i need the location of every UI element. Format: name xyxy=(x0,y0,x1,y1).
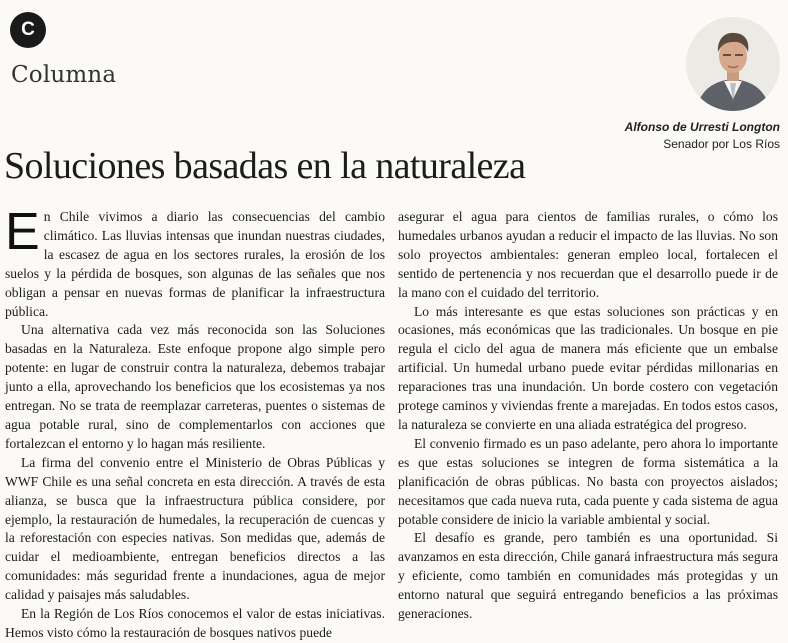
author-photo xyxy=(686,17,780,111)
article-headline: Soluciones basadas en la naturaleza xyxy=(4,145,526,187)
article-column-right xyxy=(398,208,778,624)
drop-cap: E xyxy=(5,203,40,261)
paragraph-7: El desafío es grande, pero también es una oportunidad. Si avanzamos en esta dirección, Chile ganará infraestructura más segura y eficiente, como también en comunidades más protegidas y un entorno natural que seguirá entregando beneficios a las próximas generaciones. xyxy=(398,530,778,622)
paragraph-1-text: n Chile vivimos a diario las consecuencias del cambio climático. Las lluvias intensas que inundan nuestras ciudades, la escasez de agua en los sectores rurales, la erosión de los suelos y la pérdida de bosques, son algunas de las señales que nos obligan a pensar en nuevas formas de planificar la infraestructura pública. xyxy=(5,209,385,319)
publication-logo xyxy=(10,12,46,48)
paragraph-6: El convenio firmado es un paso adelante, pero ahora lo importante es que estas soluciones se integren de forma sistemática a la planificación de obras públicas. No basta con proyectos aislados; necesitamos que cada nueva ruta, cada puente y cada sistema de agua potable considere de inicio la variable ambiental y social. xyxy=(398,435,778,527)
author-name: Alfonso de Urresti Longton xyxy=(624,120,780,134)
paragraph-4: En la Región de Los Ríos conocemos el valor de estas iniciativas. Hemos visto cómo la restauración de bosques nativos puede xyxy=(5,606,385,640)
section-title: Columna xyxy=(11,62,117,88)
paragraph-4-continued: asegurar el agua para cientos de familias rurales, o cómo los humedales urbanos ayudan a reducir el impacto de las lluvias. No son solo proyectos ambientales: generan empleo local, fortalecen el sentido de pertenencia y nos recuerdan que el desarrollo puede ir de la mano con el cuidado del territorio. xyxy=(398,209,778,300)
article-column-left xyxy=(5,203,385,643)
paragraph-3: La firma del convenio entre el Ministerio de Obras Públicas y WWF Chile es una señal concreta en esta dirección. A través de esta alianza, se busca que la infraestructura pública considere, por ejemplo, la restauración de humedales, la recuperación de cuencas y la reforestación con especies nativas. Son medidas que, además de cuidar el medioambiente, entregan beneficios directos a las comunidades: más seguridad frente a inundaciones, agua de mejor calidad y paisajes más saludables. xyxy=(5,454,385,603)
paragraph-2: Una alternativa cada vez más reconocida son las Soluciones basadas en la Naturaleza. Este enfoque propone algo simple pero potente: en lugar de construir contra la naturaleza, debemos trabajar junto a ella, aprovechando los beneficios que los ecosistemas ya nos entregan. No se trata de reemplazar carreteras, puentes o sistemas de agua potable rural, sino de complementarlos con acciones que fortalezcan el entorno y lo hagan más resiliente. xyxy=(5,322,385,451)
author-role: Senador por Los Ríos xyxy=(663,137,780,151)
author-portrait-illustration xyxy=(686,17,780,111)
logo-letter: C xyxy=(21,19,35,40)
author-byline xyxy=(625,119,780,153)
paragraph-1 xyxy=(5,203,385,321)
paragraph-5: Lo más interesante es que estas soluciones son prácticas y en ocasiones, más económicas que las tradicionales. Un bosque en pie regula el ciclo del agua de manera más eficiente que un embalse artificial. Un humedal urbano puede evitar pérdidas millonarias en reparaciones tras una inundación. Un borde costero con vegetación protege caminos y viviendas frente a marejadas. En todos estos casos, la naturaleza se convierte en una aliada estratégica del progreso. xyxy=(398,303,778,432)
